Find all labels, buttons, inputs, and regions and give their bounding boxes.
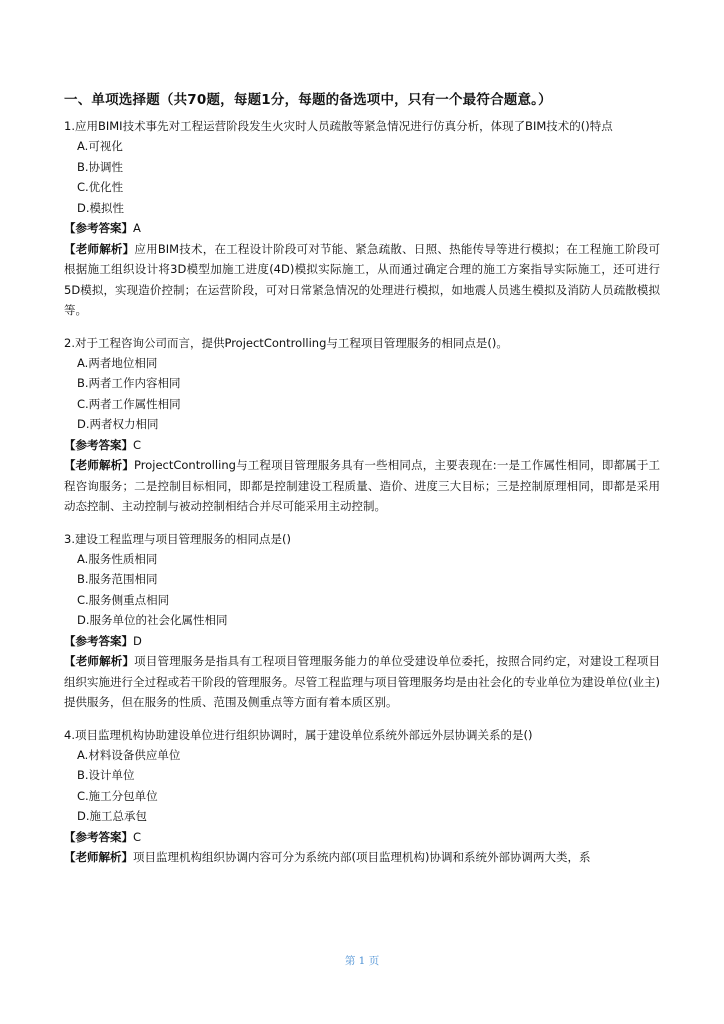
explanation — [64, 651, 660, 713]
option-item: A.可视化 — [77, 139, 123, 153]
option-item: C.两者工作属性相同 — [77, 396, 181, 411]
answer-value: A — [133, 221, 141, 235]
option-list — [77, 745, 660, 827]
option-item: C.优化性 — [77, 180, 124, 194]
option-list — [77, 353, 660, 435]
option-item: A.两者地位相同 — [77, 355, 158, 370]
answer-label: 【参考答案】 — [64, 221, 133, 235]
page-footer — [0, 953, 724, 968]
question-stem: 2.对于工程咨询公司而言，提供ProjectControlling与工程项目管理服务的相同点是()。 — [64, 335, 508, 350]
answer-label: 【参考答案】 — [64, 829, 133, 844]
footer-suffix: 页 — [368, 955, 380, 967]
option-item: C.服务侧重点相同 — [77, 592, 170, 607]
explanation — [64, 455, 660, 517]
question-block — [64, 116, 660, 321]
answer-value: C — [133, 829, 142, 844]
answer-label: 【参考答案】 — [64, 633, 133, 648]
explanation-text: 项目监理机构组织协调内容可分为系统内部(项目监理机构)协调和系统外部协调两大类，系 — [133, 850, 591, 864]
section-title: 一、单项选择题（共70题，每题1分，每题的备选项中，只有一个最符合题意。） — [64, 92, 552, 108]
question-block — [64, 725, 660, 868]
document-page — [64, 88, 660, 880]
option-item: B.两者工作内容相同 — [77, 376, 181, 390]
answer-value: C — [133, 437, 142, 452]
question-block — [64, 333, 660, 517]
explanation-label: 【老师解析】 — [64, 850, 133, 864]
explanation-text: 应用BIM技术，在工程设计阶段可对节能、紧急疏散、日照、热能传导等进行模拟；在工程施工阶段可根据施工组织设计将3D模型加施工进度(4D)模拟实际施工，从而通过确定合理的施工方案指导实际施工，还可进行5D模拟，实现造价控制；在运营阶段，可对日常紧急情况的处理进行模拟，如地震人员逃生模拟及消防人员疏散模拟等。 — [64, 241, 661, 317]
option-item: A.服务性质相同 — [77, 551, 158, 566]
option-list — [77, 136, 660, 218]
question-stem: 4.项目监理机构协助建设单位进行组织协调时，属于建设单位系统外部远外层协调关系的是() — [64, 727, 533, 742]
question-block — [64, 529, 660, 713]
option-list — [77, 549, 660, 631]
explanation-label: 【老师解析】 — [64, 654, 135, 668]
option-item: B.协调性 — [77, 159, 124, 174]
explanation — [64, 847, 660, 868]
option-item: D.服务单位的社会化属性相同 — [77, 613, 228, 627]
explanation-text: 项目管理服务是指具有工程项目管理服务能力的单位受建设单位委托，按照合同约定，对建设工程项目组织实施进行全过程或若干阶段的管理服务。尽管工程监理与项目管理服务均是由社会化的专业单位为建设单位(业主)提供服务，但在服务的性质、范围及侧重点等方面有着本质区别。 — [64, 654, 660, 709]
option-item: C.施工分包单位 — [77, 788, 158, 803]
question-stem: 3.建设工程监理与项目管理服务的相同点是() — [64, 531, 291, 546]
answer-line — [64, 435, 660, 456]
explanation-text: ProjectControlling与工程项目管理服务具有一些相同点，主要表现在:一是工作属性相同，即都属于工程咨询服务；二是控制目标相同，即都是控制建设工程质量、造价、进度三大目标；三是控制原理相同，即都是采用动态控制、主动控制与被动控制相结合并尽可能采用主动控制。 — [64, 458, 661, 513]
answer-line — [64, 218, 660, 239]
answer-value: D — [133, 633, 142, 648]
question-list — [64, 116, 660, 868]
explanation — [64, 239, 660, 321]
footer-prefix: 第 — [344, 955, 356, 967]
explanation-label: 【老师解析】 — [64, 241, 135, 256]
option-item: D.两者权力相同 — [77, 417, 159, 431]
question-stem: 1.应用BIMI技术事先对工程运营阶段发生火灾时人员疏散等紧急情况进行仿真分析，体现了BIM技术的()特点 — [64, 119, 613, 133]
option-item: B.服务范围相同 — [77, 572, 158, 586]
option-item: A.材料设备供应单位 — [77, 747, 181, 762]
answer-line — [64, 631, 660, 652]
footer-page-number: 1 — [358, 955, 366, 967]
answer-label: 【参考答案】 — [64, 437, 133, 452]
option-item: D.施工总承包 — [77, 809, 148, 823]
option-item: D.模拟性 — [77, 200, 125, 215]
explanation-label: 【老师解析】 — [64, 458, 135, 472]
option-item: B.设计单位 — [77, 768, 135, 782]
answer-line — [64, 827, 660, 848]
